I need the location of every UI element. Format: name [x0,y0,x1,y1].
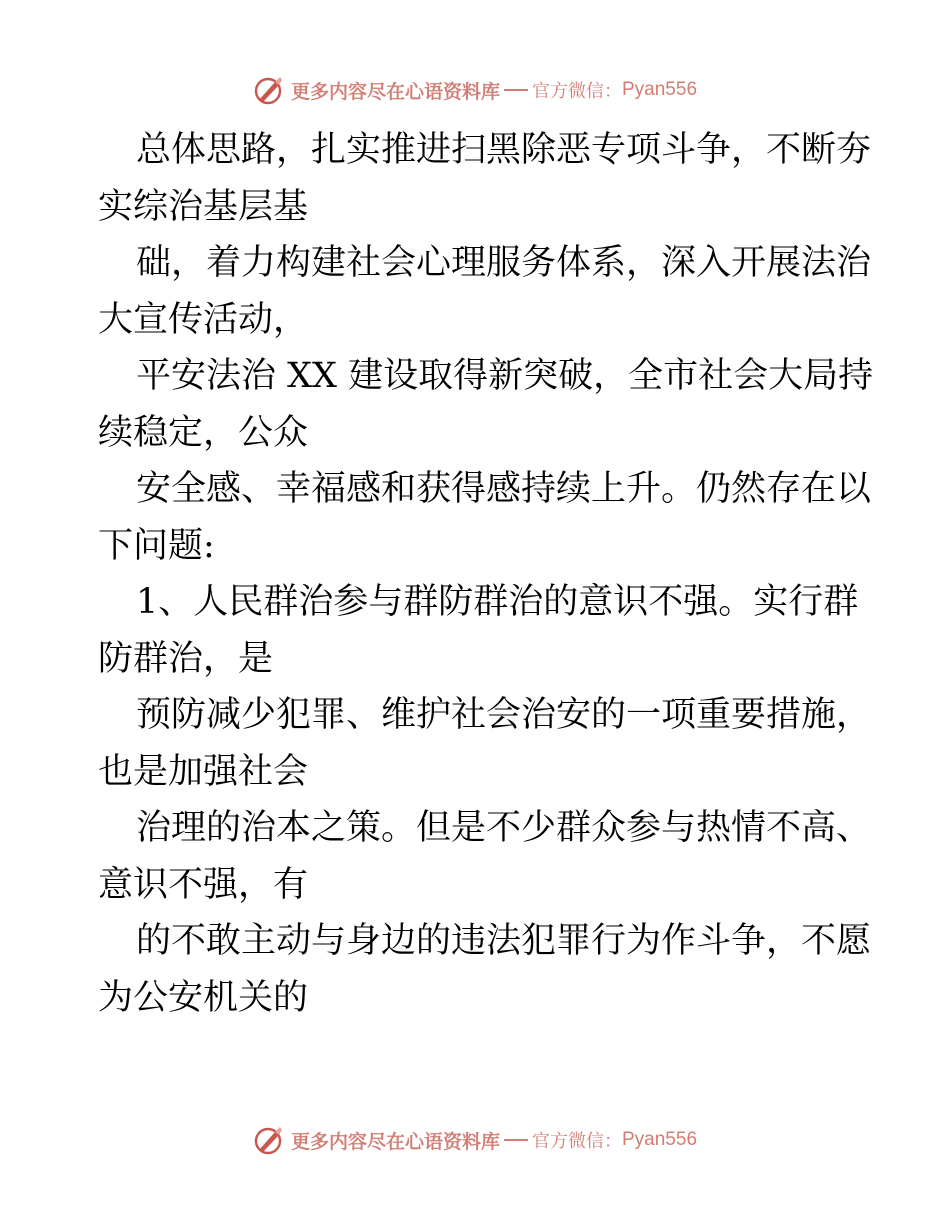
pen-logo-icon [253,74,285,106]
paragraph-line: 治理的治本之策。但是不少群众参与热情不高、 [136,808,872,848]
banner-official-label: 官方微信： [532,1131,622,1152]
banner-wechat-handle: Pyan556 [622,79,698,100]
header-watermark [0,70,950,110]
paragraph-line: 预防减少犯罪、维护社会治安的一项重要措施， [136,695,872,735]
footer-watermark [0,1120,950,1160]
paragraph-line: 1、人民群治参与群防群治的意识不强。实行群 [136,582,859,622]
banner-dash [504,89,528,91]
paragraph-line: 实综治基层基 [98,186,309,227]
paragraph-line: 防群治，是 [98,638,274,679]
paragraph-line: 的不敢主动与身边的违法犯罪行为作斗争，不愿 [136,921,872,961]
paragraph-line: 为公安机关的 [98,977,309,1018]
paragraph-line: 础，着力构建社会心理服务体系，深入开展法治 [136,243,872,283]
banner-brand-text: 更多内容尽在心语资料库 [290,80,500,103]
paragraph-line: 续稳定，公众 [98,412,309,453]
paragraph-line: 平安法治 XX 建设取得新突破，全市社会大局持 [136,356,874,396]
banner-wechat-handle: Pyan556 [622,1129,698,1150]
banner-brand-text: 更多内容尽在心语资料库 [290,1130,500,1153]
document-body [98,122,874,1026]
paragraph-line: 安全感、幸福感和获得感持续上升。仍然存在以 [136,469,872,509]
paragraph-line: 下问题: [98,525,215,566]
banner-dash [504,1139,528,1141]
paragraph-line: 总体思路，扎实推进扫黑除恶专项斗争，不断夯 [136,130,872,170]
banner-official-label: 官方微信： [532,81,622,102]
paragraph-line: 也是加强社会 [98,751,309,792]
pen-logo-icon [253,1124,285,1156]
paragraph-line: 意识不强，有 [98,864,309,905]
paragraph-line: 大宣传活动， [98,299,309,340]
